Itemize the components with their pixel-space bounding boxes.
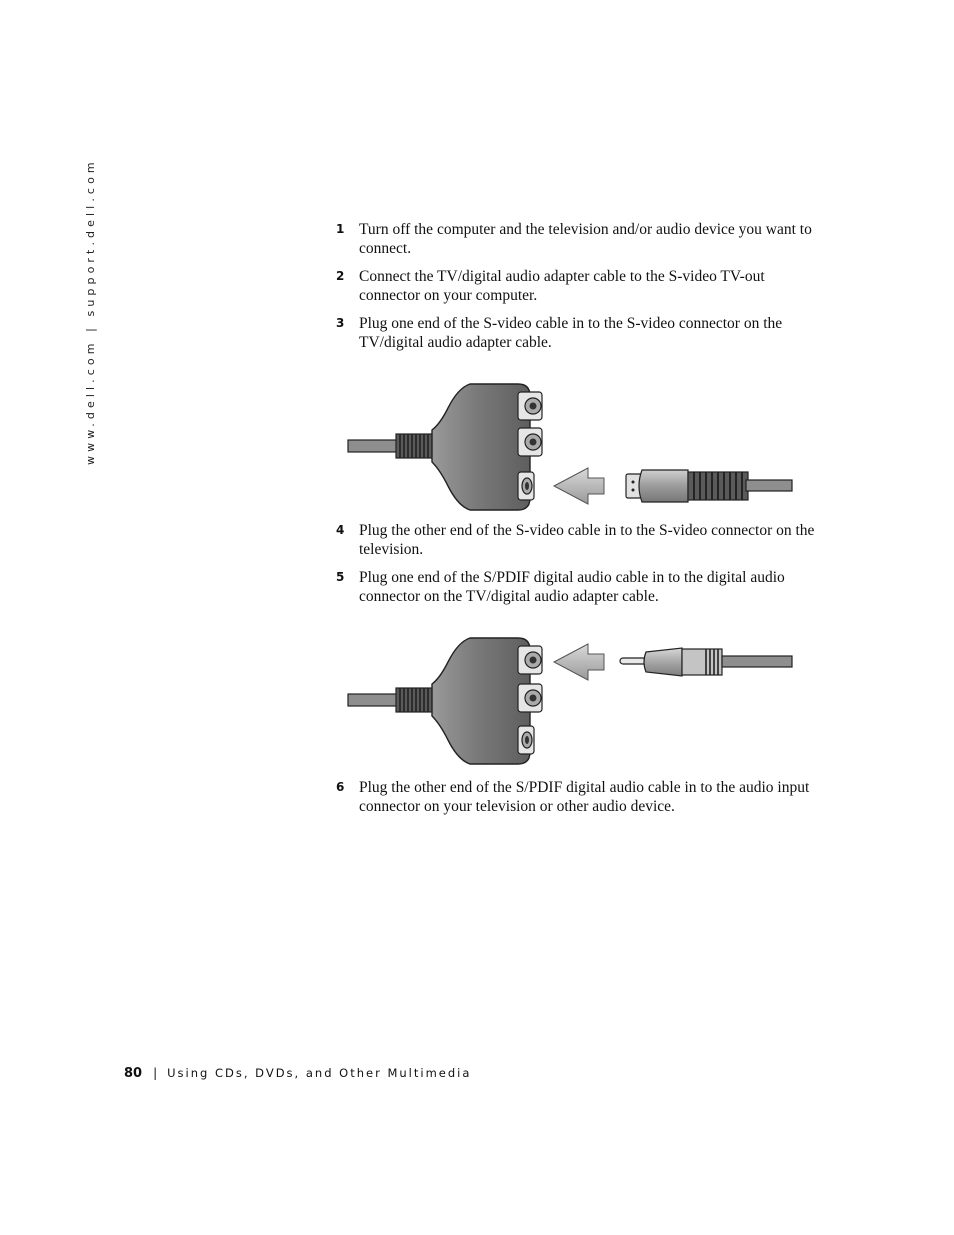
step-3: [336, 314, 816, 352]
jack-middle: [518, 428, 542, 456]
step-number: 2: [336, 269, 345, 283]
jack-top: [518, 646, 542, 674]
arrow-left-icon: [554, 468, 604, 504]
jack-middle: [518, 684, 542, 712]
s-video-plug: [626, 470, 792, 502]
adapter-hub: [432, 384, 530, 510]
step-6: [336, 778, 816, 816]
arrow-left-icon: [554, 644, 604, 680]
jack-bottom: [518, 472, 534, 500]
step-text: Turn off the computer and the television and/or audio device you want to connect.: [359, 221, 812, 257]
spdif-audio-cable-connection-illustration: [340, 632, 800, 772]
step-number: 1: [336, 222, 345, 236]
step-text: Plug one end of the S-video cable in to the S-video connector on the TV/digital audio adapter cable.: [359, 315, 783, 351]
cable: [348, 440, 398, 452]
step-text: Plug one end of the S/PDIF digital audio cable in to the digital audio connector on the TV/digital audio adapter cable.: [359, 569, 785, 605]
step-number: 6: [336, 780, 345, 794]
rca-plug: [620, 648, 792, 676]
sidebar-url: www.dell.com | support.dell.com: [84, 158, 97, 465]
step-text: Plug the other end of the S/PDIF digital audio cable in to the audio input connector on your television or other audio device.: [359, 779, 810, 815]
chapter-title: Using CDs, DVDs, and Other Multimedia: [167, 1066, 472, 1080]
step-text: Connect the TV/digital audio adapter cable to the S-video TV-out connector on your computer.: [359, 268, 765, 304]
jack-bottom: [518, 726, 534, 754]
s-video-cable-connection-illustration: [340, 378, 800, 518]
cable: [348, 694, 398, 706]
footer-separator: |: [153, 1066, 158, 1080]
step-text: Plug the other end of the S-video cable in to the S-video connector on the television.: [359, 522, 815, 558]
step-number: 5: [336, 570, 345, 584]
step-5: [336, 568, 816, 606]
strain-relief: [396, 688, 436, 712]
jack-top: [518, 392, 542, 420]
step-number: 3: [336, 316, 345, 330]
step-1: [336, 220, 816, 258]
step-number: 4: [336, 523, 345, 537]
step-2: [336, 267, 816, 305]
page-footer: [124, 1062, 471, 1081]
step-4: [336, 521, 816, 559]
adapter-hub: [432, 638, 530, 764]
page-number: 80: [124, 1066, 143, 1081]
strain-relief: [396, 434, 436, 458]
